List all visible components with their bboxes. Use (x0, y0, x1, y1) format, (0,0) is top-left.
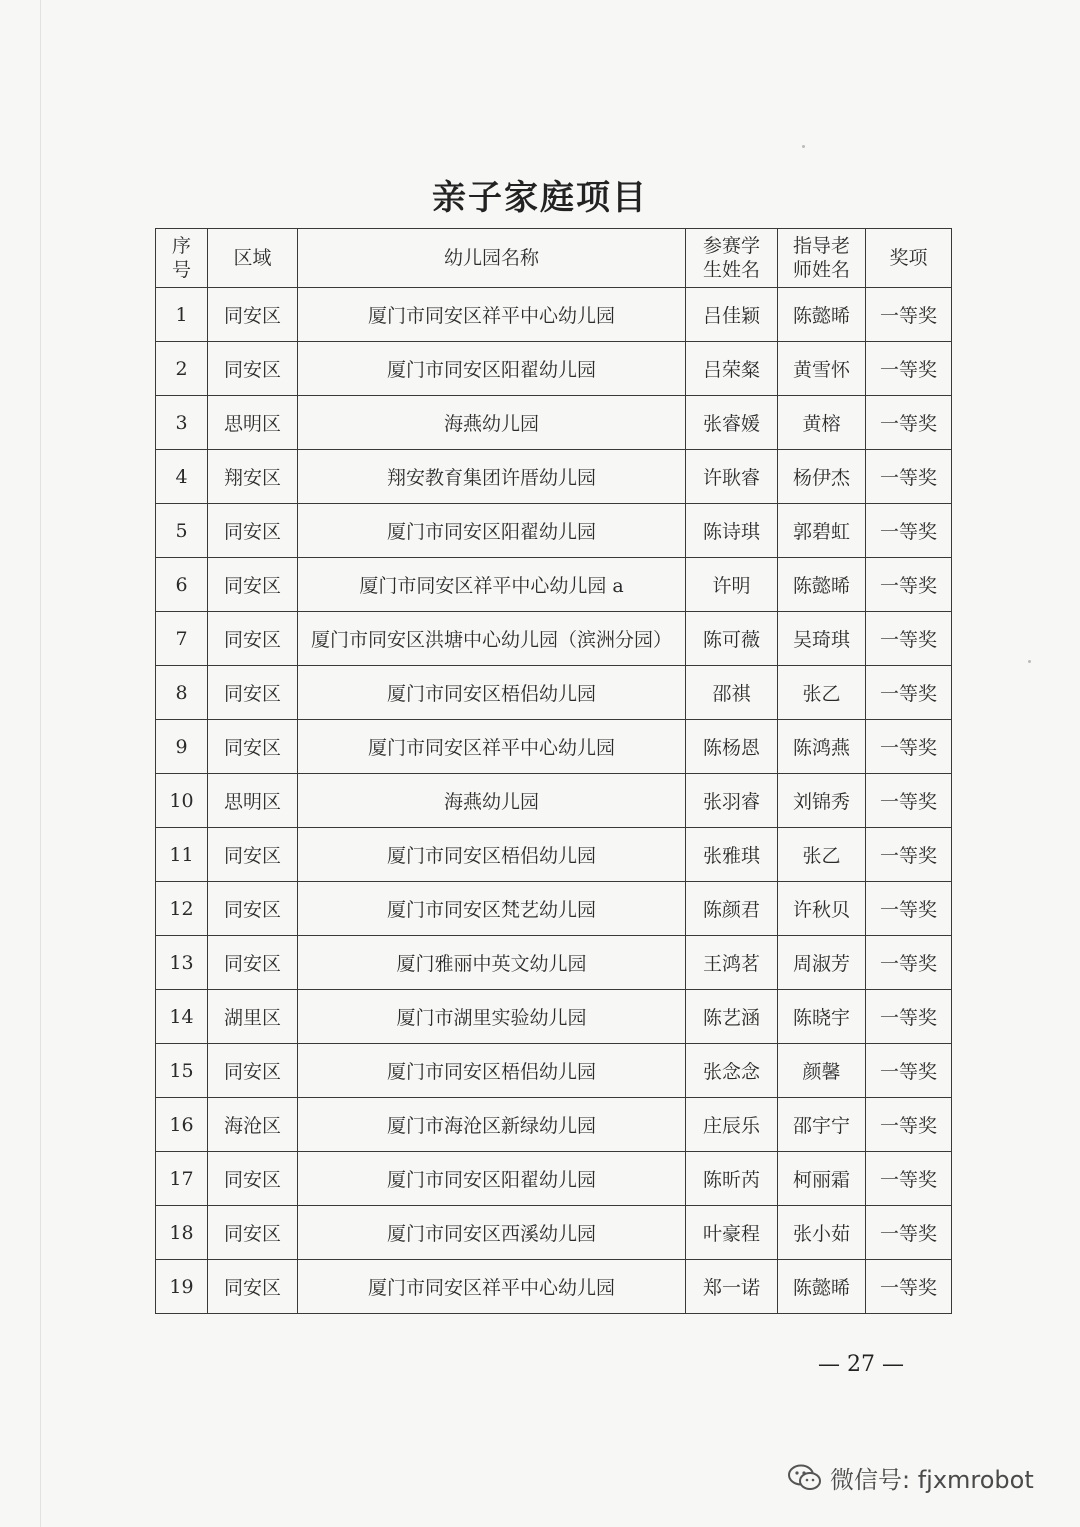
cell-award: 一等奖 (866, 882, 952, 936)
cell-student: 陈杨恩 (686, 720, 778, 774)
cell-award: 一等奖 (866, 612, 952, 666)
cell-award: 一等奖 (866, 720, 952, 774)
cell-district: 同安区 (208, 1206, 298, 1260)
cell-district: 同安区 (208, 612, 298, 666)
cell-teacher: 黄榕 (778, 396, 866, 450)
wechat-watermark (788, 1460, 1034, 1495)
cell-student: 张雅琪 (686, 828, 778, 882)
cell-school: 厦门市同安区阳翟幼儿园 (298, 504, 686, 558)
watermark-text: 微信号: fjxmrobot (830, 1466, 1034, 1494)
cell-student: 邵祺 (686, 666, 778, 720)
header-student: 参赛学生姓名 (686, 229, 778, 288)
cell-school: 厦门市同安区洪塘中心幼儿园（滨洲分园） (298, 612, 686, 666)
cell-no: 6 (156, 558, 208, 612)
page-title: 亲子家庭项目 (432, 178, 648, 218)
cell-student: 陈艺涵 (686, 990, 778, 1044)
table-row (156, 882, 952, 936)
page-edge-line (40, 0, 41, 1527)
cell-teacher: 邵宇宁 (778, 1098, 866, 1152)
wechat-icon (788, 1464, 822, 1492)
cell-district: 同安区 (208, 288, 298, 342)
cell-district: 同安区 (208, 720, 298, 774)
cell-award: 一等奖 (866, 936, 952, 990)
cell-district: 思明区 (208, 396, 298, 450)
cell-school: 厦门市同安区梵艺幼儿园 (298, 882, 686, 936)
table-row (156, 828, 952, 882)
cell-student: 吕荣粲 (686, 342, 778, 396)
header-row (156, 229, 952, 288)
cell-award: 一等奖 (866, 1206, 952, 1260)
cell-award: 一等奖 (866, 288, 952, 342)
cell-teacher: 周淑芳 (778, 936, 866, 990)
cell-award: 一等奖 (866, 990, 952, 1044)
cell-no: 19 (156, 1260, 208, 1314)
cell-student: 王鸿茗 (686, 936, 778, 990)
table-row (156, 612, 952, 666)
table-row (156, 990, 952, 1044)
cell-teacher: 张乙 (778, 666, 866, 720)
cell-no: 18 (156, 1206, 208, 1260)
cell-district: 翔安区 (208, 450, 298, 504)
cell-no: 12 (156, 882, 208, 936)
table-row (156, 342, 952, 396)
cell-no: 4 (156, 450, 208, 504)
cell-district: 同安区 (208, 1044, 298, 1098)
cell-teacher: 刘锦秀 (778, 774, 866, 828)
cell-teacher: 陈懿晞 (778, 1260, 866, 1314)
cell-award: 一等奖 (866, 1044, 952, 1098)
table-row (156, 504, 952, 558)
page-number: — 27 — (818, 1352, 904, 1377)
cell-student: 吕佳颖 (686, 288, 778, 342)
cell-teacher: 陈鸿燕 (778, 720, 866, 774)
cell-teacher: 张乙 (778, 828, 866, 882)
cell-school: 厦门市同安区梧侣幼儿园 (298, 666, 686, 720)
cell-district: 同安区 (208, 342, 298, 396)
cell-award: 一等奖 (866, 450, 952, 504)
cell-no: 1 (156, 288, 208, 342)
header-school: 幼儿园名称 (298, 229, 686, 288)
cell-school: 海燕幼儿园 (298, 774, 686, 828)
cell-teacher: 陈懿晞 (778, 288, 866, 342)
cell-student: 陈昕芮 (686, 1152, 778, 1206)
cell-no: 3 (156, 396, 208, 450)
cell-teacher: 陈懿晞 (778, 558, 866, 612)
cell-student: 郑一诺 (686, 1260, 778, 1314)
cell-no: 11 (156, 828, 208, 882)
cell-student: 陈颜君 (686, 882, 778, 936)
cell-award: 一等奖 (866, 666, 952, 720)
cell-district: 同安区 (208, 1260, 298, 1314)
cell-district: 同安区 (208, 504, 298, 558)
cell-school: 厦门市同安区阳翟幼儿园 (298, 1152, 686, 1206)
cell-teacher: 张小茹 (778, 1206, 866, 1260)
cell-student: 陈诗琪 (686, 504, 778, 558)
cell-district: 同安区 (208, 558, 298, 612)
cell-district: 海沧区 (208, 1098, 298, 1152)
cell-no: 9 (156, 720, 208, 774)
table-row (156, 1260, 952, 1314)
cell-no: 5 (156, 504, 208, 558)
cell-student: 陈可薇 (686, 612, 778, 666)
scan-speck (1028, 660, 1031, 663)
cell-award: 一等奖 (866, 558, 952, 612)
cell-district: 同安区 (208, 1152, 298, 1206)
cell-student: 许耿睿 (686, 450, 778, 504)
awards-table (155, 228, 952, 1314)
cell-school: 厦门雅丽中英文幼儿园 (298, 936, 686, 990)
cell-no: 10 (156, 774, 208, 828)
header-district: 区域 (208, 229, 298, 288)
cell-no: 13 (156, 936, 208, 990)
cell-teacher: 颜馨 (778, 1044, 866, 1098)
cell-teacher: 柯丽霜 (778, 1152, 866, 1206)
table-row (156, 666, 952, 720)
cell-district: 同安区 (208, 828, 298, 882)
cell-district: 湖里区 (208, 990, 298, 1044)
cell-school: 厦门市同安区梧侣幼儿园 (298, 1044, 686, 1098)
cell-student: 庄辰乐 (686, 1098, 778, 1152)
table-row (156, 288, 952, 342)
cell-school: 厦门市同安区祥平中心幼儿园 (298, 1260, 686, 1314)
cell-award: 一等奖 (866, 828, 952, 882)
cell-student: 叶豪程 (686, 1206, 778, 1260)
cell-award: 一等奖 (866, 1260, 952, 1314)
cell-school: 厦门市同安区祥平中心幼儿园 (298, 288, 686, 342)
cell-district: 同安区 (208, 666, 298, 720)
table-row (156, 396, 952, 450)
cell-student: 张羽睿 (686, 774, 778, 828)
cell-teacher: 陈晓宇 (778, 990, 866, 1044)
cell-award: 一等奖 (866, 1098, 952, 1152)
cell-no: 15 (156, 1044, 208, 1098)
table-row (156, 774, 952, 828)
cell-award: 一等奖 (866, 774, 952, 828)
cell-teacher: 吴琦琪 (778, 612, 866, 666)
table-row (156, 936, 952, 990)
cell-school: 厦门市海沧区新绿幼儿园 (298, 1098, 686, 1152)
table-header (156, 229, 952, 288)
cell-student: 张睿媛 (686, 396, 778, 450)
cell-student: 许明 (686, 558, 778, 612)
table-row (156, 450, 952, 504)
cell-district: 同安区 (208, 936, 298, 990)
table-row (156, 1206, 952, 1260)
header-teacher: 指导老师姓名 (778, 229, 866, 288)
scan-speck (802, 145, 805, 148)
cell-school: 海燕幼儿园 (298, 396, 686, 450)
cell-no: 8 (156, 666, 208, 720)
cell-no: 2 (156, 342, 208, 396)
cell-teacher: 郭碧虹 (778, 504, 866, 558)
cell-no: 16 (156, 1098, 208, 1152)
cell-award: 一等奖 (866, 342, 952, 396)
table-row (156, 720, 952, 774)
cell-teacher: 杨伊杰 (778, 450, 866, 504)
cell-school: 厦门市同安区阳翟幼儿园 (298, 342, 686, 396)
cell-no: 14 (156, 990, 208, 1044)
header-award: 奖项 (866, 229, 952, 288)
table-row (156, 1098, 952, 1152)
table-row (156, 1152, 952, 1206)
table-row (156, 1044, 952, 1098)
cell-school: 厦门市湖里实验幼儿园 (298, 990, 686, 1044)
header-index: 序号 (156, 229, 208, 288)
cell-teacher: 黄雪怀 (778, 342, 866, 396)
cell-district: 思明区 (208, 774, 298, 828)
cell-no: 7 (156, 612, 208, 666)
cell-student: 张念念 (686, 1044, 778, 1098)
cell-award: 一等奖 (866, 396, 952, 450)
cell-award: 一等奖 (866, 504, 952, 558)
cell-district: 同安区 (208, 882, 298, 936)
cell-school: 厦门市同安区祥平中心幼儿园 a (298, 558, 686, 612)
cell-school: 厦门市同安区梧侣幼儿园 (298, 828, 686, 882)
cell-school: 翔安教育集团许厝幼儿园 (298, 450, 686, 504)
cell-school: 厦门市同安区西溪幼儿园 (298, 1206, 686, 1260)
table-row (156, 558, 952, 612)
table-body (156, 288, 952, 1314)
cell-school: 厦门市同安区祥平中心幼儿园 (298, 720, 686, 774)
cell-award: 一等奖 (866, 1152, 952, 1206)
cell-no: 17 (156, 1152, 208, 1206)
cell-teacher: 许秋贝 (778, 882, 866, 936)
